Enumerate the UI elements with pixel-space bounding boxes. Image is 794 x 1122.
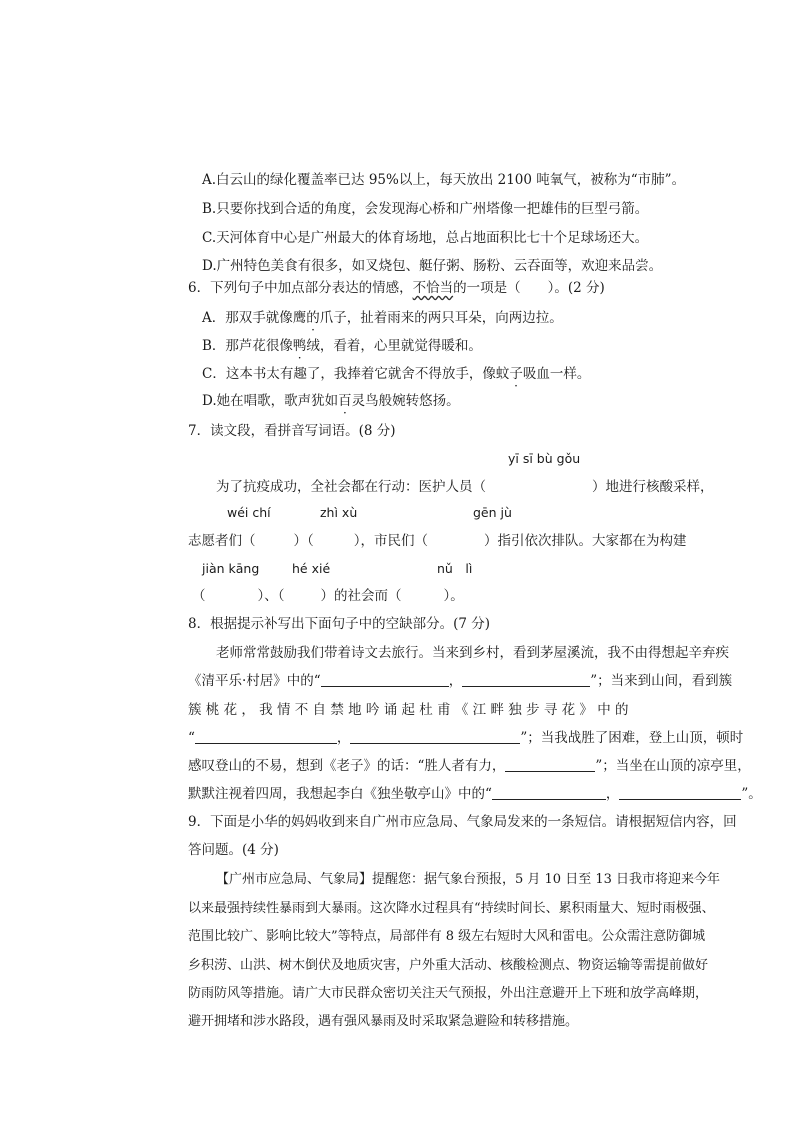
q5-option-d: D.广州特色美食有很多，如叉烧包、艇仔粥、肠粉、云吞面等，欢迎来品尝。: [202, 258, 663, 274]
q8-line-2: 《清平乐·村居》中的“ ， ”；当来到山间，看到簇: [188, 673, 733, 689]
q6-stem-emphasis: 不恰当: [412, 280, 454, 296]
q6-option-a: A．那双手就像鹰的爪子 ·，扯着雨来的两只耳朵，向两边拉。: [202, 308, 563, 328]
q6-option-b: B．那芦花很像鸭绒，看着，心里就觉得暖和。: [202, 338, 482, 354]
q7-line-2: 志愿者们（ ）（ ），市民们（ ）指引依次排队。大家都在为构建: [188, 533, 687, 549]
q6-option-b-dotted: 像鸭绒: [279, 338, 320, 354]
q6-stem: 6．下列句子中加点部分表达的情感，不恰当的一项是（ ）。(2 分): [188, 280, 605, 296]
q8-line-1: 老师常常鼓励我们带着诗文去旅行。当来到乡村，看到茅屋溪流，我不由得想起辛弃疾: [216, 645, 729, 661]
q6-option-a-dotted: 像鹰的爪子 ·: [279, 310, 347, 326]
sms-line-3: 范围比较广、影响比较大”等特点，局部伴有 8 级左右短时大风和雷电。公众需注意防御城: [188, 929, 706, 944]
sms-line-5: 防雨防风等措施。请广大市民群众密切关注天气预报，外出注意避开上下班和放学高峰期，: [188, 986, 709, 1001]
sms-line-6: 避开拥堵和涉水路段，遇有强风暴雨及时采取紧急避险和转移措施。: [188, 1014, 579, 1029]
q8-blank-4[interactable]: [350, 729, 520, 744]
q7-pinyin-4: gēn jù: [473, 505, 512, 520]
q8-blank-7[interactable]: [619, 785, 741, 800]
q8-blank-3[interactable]: [195, 729, 337, 744]
q7-pinyin-6: hé xié: [292, 561, 331, 576]
q8-line-6: 默默注视着四周，我想起李白《独坐敬亭山》中的“ ， ”。: [188, 786, 762, 802]
q6-option-c: C．这本书太有趣了，我捧着它就舍不得放手，像蚊子吸血 ·一样。: [202, 364, 590, 384]
q8-title: 8．根据提示补写出下面句子中的空缺部分。(7 分): [188, 616, 491, 632]
q6-option-c-dotted: 像蚊子吸血 ·: [482, 366, 550, 382]
q5-option-a: A.白云山的绿化覆盖率已达 95%以上，每天放出 2100 吨氧气，被称为“市肺”。: [202, 172, 686, 188]
sms-line-4: 乡积涝、山洪、树木倒伏及地质灾害，户外重大活动、核酸检测点、物资运输等需提前做好: [188, 958, 709, 973]
q5-option-b: B.只要你找到合适的角度，会发现海心桥和广州塔像一把雄伟的巨型弓箭。: [202, 201, 649, 217]
q7-pinyin-3: zhì xù: [320, 505, 358, 520]
q7-pinyin-5: jiàn kāng: [202, 561, 260, 576]
q8-line-3: 簇 桃 花 ， 我 情 不 自 禁 地 吟 诵 起 杜 甫 《 江 畔 独 步 寻 花 》 中 的: [188, 702, 629, 718]
q5-option-c: C.天河体育中心是广州最大的体育场地，总占地面积比七十个足球场还大。: [202, 230, 649, 246]
q9-line-2: 答问题。(4 分): [188, 842, 279, 858]
q8-blank-5[interactable]: [505, 757, 595, 772]
q6-option-d: D.她在唱歌，歌声犹如百灵鸟 ·般婉转悠扬。: [202, 391, 460, 411]
q7-pinyin-2: wéi chí: [227, 505, 271, 520]
q8-line-4: “ ， ”；当我战胜了困难，登上山顶，顿时: [188, 730, 744, 746]
q7-line-1: 为了抗疫成功，全社会都在行动：医护人员（ ）地进行核酸采样，: [216, 479, 714, 495]
q7-title: 7．读文段，看拼音写词语。(8 分): [188, 423, 396, 439]
q8-blank-2[interactable]: [462, 672, 590, 687]
q8-blank-6[interactable]: [492, 785, 606, 800]
q8-line-5: 感叹登山的不易，想到《老子》的话：“胜人者有力， ”；当坐在山顶的凉亭里，: [188, 758, 751, 774]
sms-line-2: 以来最强持续性暴雨到大暴雨。这次降水过程具有“持续时间长、累积雨量大、短时雨极强、: [188, 901, 715, 916]
q7-line-3: （ ）、（ ）的社会而（ ）。: [192, 588, 464, 604]
q7-pinyin-1: yī sī bù gǒu: [508, 451, 581, 466]
q8-blank-1[interactable]: [321, 672, 449, 687]
sms-line-1: 【广州市应急局、气象局】提醒您：据气象台预报，5 月 10 日至 13 日我市将迎来今年: [216, 872, 721, 887]
q6-option-d-dotted: 犹如百灵鸟 ·: [311, 393, 379, 409]
q7-pinyin-7: nǔ lì: [437, 561, 473, 576]
q9-line-1: 9．下面是小华的妈妈收到来自广州市应急局、气象局发来的一条短信。请根据短信内容，回: [188, 814, 737, 830]
